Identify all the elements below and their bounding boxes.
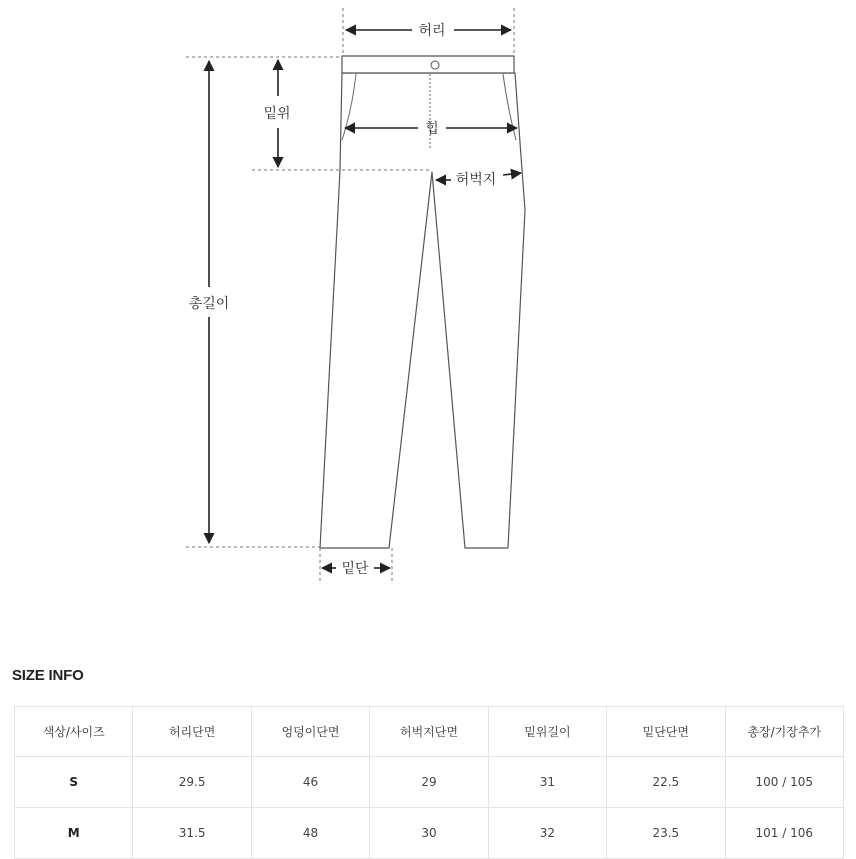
total-length-label: 총길이 <box>188 296 230 312</box>
size-cell: M <box>15 808 133 859</box>
header-color-size: 색상/사이즈 <box>15 707 133 757</box>
waist-cell: 31.5 <box>133 808 251 859</box>
pants-body <box>320 73 525 548</box>
size-cell: S <box>15 757 133 808</box>
hip-cell: 46 <box>251 757 369 808</box>
hip-cell: 48 <box>251 808 369 859</box>
hip-label: 힙 <box>425 121 439 137</box>
waistband <box>342 56 514 73</box>
pants-outline <box>320 56 525 548</box>
waist-label: 허리 <box>418 23 446 39</box>
header-length: 총장/기장추가 <box>725 707 843 757</box>
length-cell: 100 / 105 <box>725 757 843 808</box>
waist-cell: 29.5 <box>133 757 251 808</box>
header-waist: 허리단면 <box>133 707 251 757</box>
header-thigh: 허벅지단면 <box>370 707 488 757</box>
thigh-cell: 30 <box>370 808 488 859</box>
hem-cell: 23.5 <box>607 808 725 859</box>
button-icon <box>431 61 439 69</box>
thigh-label: 허벅지 <box>455 172 497 188</box>
rise-cell: 31 <box>488 757 606 808</box>
table-row <box>15 808 844 859</box>
thigh-cell: 29 <box>370 757 488 808</box>
length-cell: 101 / 106 <box>725 808 843 859</box>
header-hem: 밑단단면 <box>607 707 725 757</box>
rise-cell: 32 <box>488 808 606 859</box>
hem-cell: 22.5 <box>607 757 725 808</box>
rise-label: 밑위 <box>263 106 291 122</box>
table-row <box>15 757 844 808</box>
header-hip: 엉덩이단면 <box>251 707 369 757</box>
table-header-row <box>15 707 844 757</box>
size-table <box>14 706 844 859</box>
header-rise: 밑위길이 <box>488 707 606 757</box>
size-info-title: SIZE INFO <box>12 667 84 684</box>
hem-label: 밑단 <box>341 561 369 577</box>
